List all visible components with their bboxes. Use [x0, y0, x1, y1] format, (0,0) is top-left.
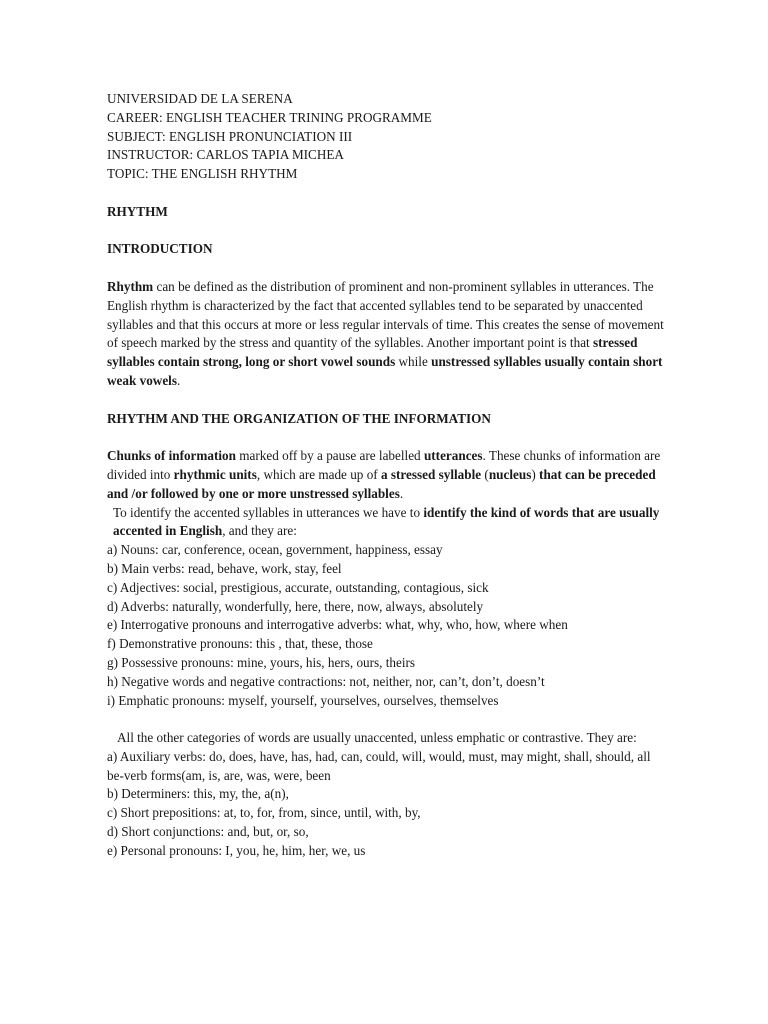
list-item: b) Determiners: this, my, the, a(n),: [107, 786, 289, 802]
list-item: a) Nouns: car, conference, ocean, government, happiness, essay: [107, 542, 443, 558]
unaccented-words-list: [107, 748, 667, 861]
organization-paragraph-2: To identify the accented syllables in utterances we have to identify the kind of words that are usually accented in English, and they are:: [113, 504, 660, 539]
list-item: a) Auxiliary verbs: do, does, have, has, had, can, could, will, would, must, may might, shall, should, all be-verb forms(am, is, are, was, were, been: [107, 748, 651, 783]
term-rhythm: Rhythm: [107, 278, 154, 294]
list-item: h) Negative words and negative contractions: not, neither, nor, can’t, don’t, doesn’t: [107, 673, 545, 689]
spacer: [107, 259, 667, 278]
list-item: c) Adjectives: social, prestigious, accurate, outstanding, contagious, sick: [107, 579, 489, 595]
spacer: [107, 184, 667, 203]
list-item: f) Demonstrative pronouns: this , that, these, those: [107, 636, 373, 652]
spacer: [107, 710, 667, 729]
header-topic: TOPIC: THE ENGLISH RHYTHM: [107, 166, 298, 182]
list-item: d) Adverbs: naturally, wonderfully, here, there, now, always, absolutely: [107, 598, 484, 614]
organization-paragraph-1: Chunks of information marked off by a pause are labelled utterances. These chunks of information are divided into rhythmic units, which are made up of a stressed syllable (nucleus) that can be preceded and /or followed by one or more unstressed syllables.: [107, 448, 661, 501]
list-item: e) Personal pronouns: I, you, he, him, her, we, us: [107, 842, 366, 858]
list-item: b) Main verbs: read, behave, work, stay, feel: [107, 560, 342, 576]
intro-paragraph: Rhythm can be defined as the distribution of prominent and non-prominent syllables in utterances. The English rhythm is characterized by the fact that accented syllables tend to be separated by unaccented syllables and that this occurs at more or less regular intervals of time. This creates the sense of movement of speech marked by the stress and quantity of the syllables. Another important point is that stressed syllables contain strong, long or short vowel sounds while unstressed syllables usually contain short weak vowels.: [107, 278, 664, 388]
accented-words-list: [107, 541, 667, 710]
spacer: [107, 222, 667, 241]
spacer: [107, 391, 667, 410]
header-subject: SUBJECT: ENGLISH PRONUNCIATION III: [107, 128, 353, 144]
header-career: CAREER: ENGLISH TEACHER TRINING PROGRAMME: [107, 109, 432, 125]
header-university: UNIVERSIDAD DE LA SERENA: [107, 91, 293, 106]
organization-paragraph-3: All the other categories of words are usually unaccented, unless emphatic or contrastive. They are:: [117, 730, 637, 746]
list-item: g) Possessive pronouns: mine, yours, his, hers, ours, theirs: [107, 654, 416, 670]
list-item: e) Interrogative pronouns and interrogative adverbs: what, why, who, how, where when: [107, 617, 568, 633]
document-title: RHYTHM: [107, 203, 168, 219]
spacer: [107, 428, 667, 447]
header-instructor: INSTRUCTOR: CARLOS TAPIA MICHEA: [107, 147, 344, 163]
section-heading-introduction: INTRODUCTION: [107, 241, 213, 257]
list-item: i) Emphatic pronouns: myself, yourself, yourselves, ourselves, themselves: [107, 692, 499, 708]
document-header: [107, 90, 667, 184]
section-heading-organization: RHYTHM AND THE ORGANIZATION OF THE INFORMATION: [107, 410, 491, 426]
list-item: d) Short conjunctions: and, but, or, so,: [107, 824, 309, 840]
document-page: [107, 90, 667, 861]
list-item: c) Short prepositions: at, to, for, from, since, until, with, by,: [107, 805, 421, 821]
